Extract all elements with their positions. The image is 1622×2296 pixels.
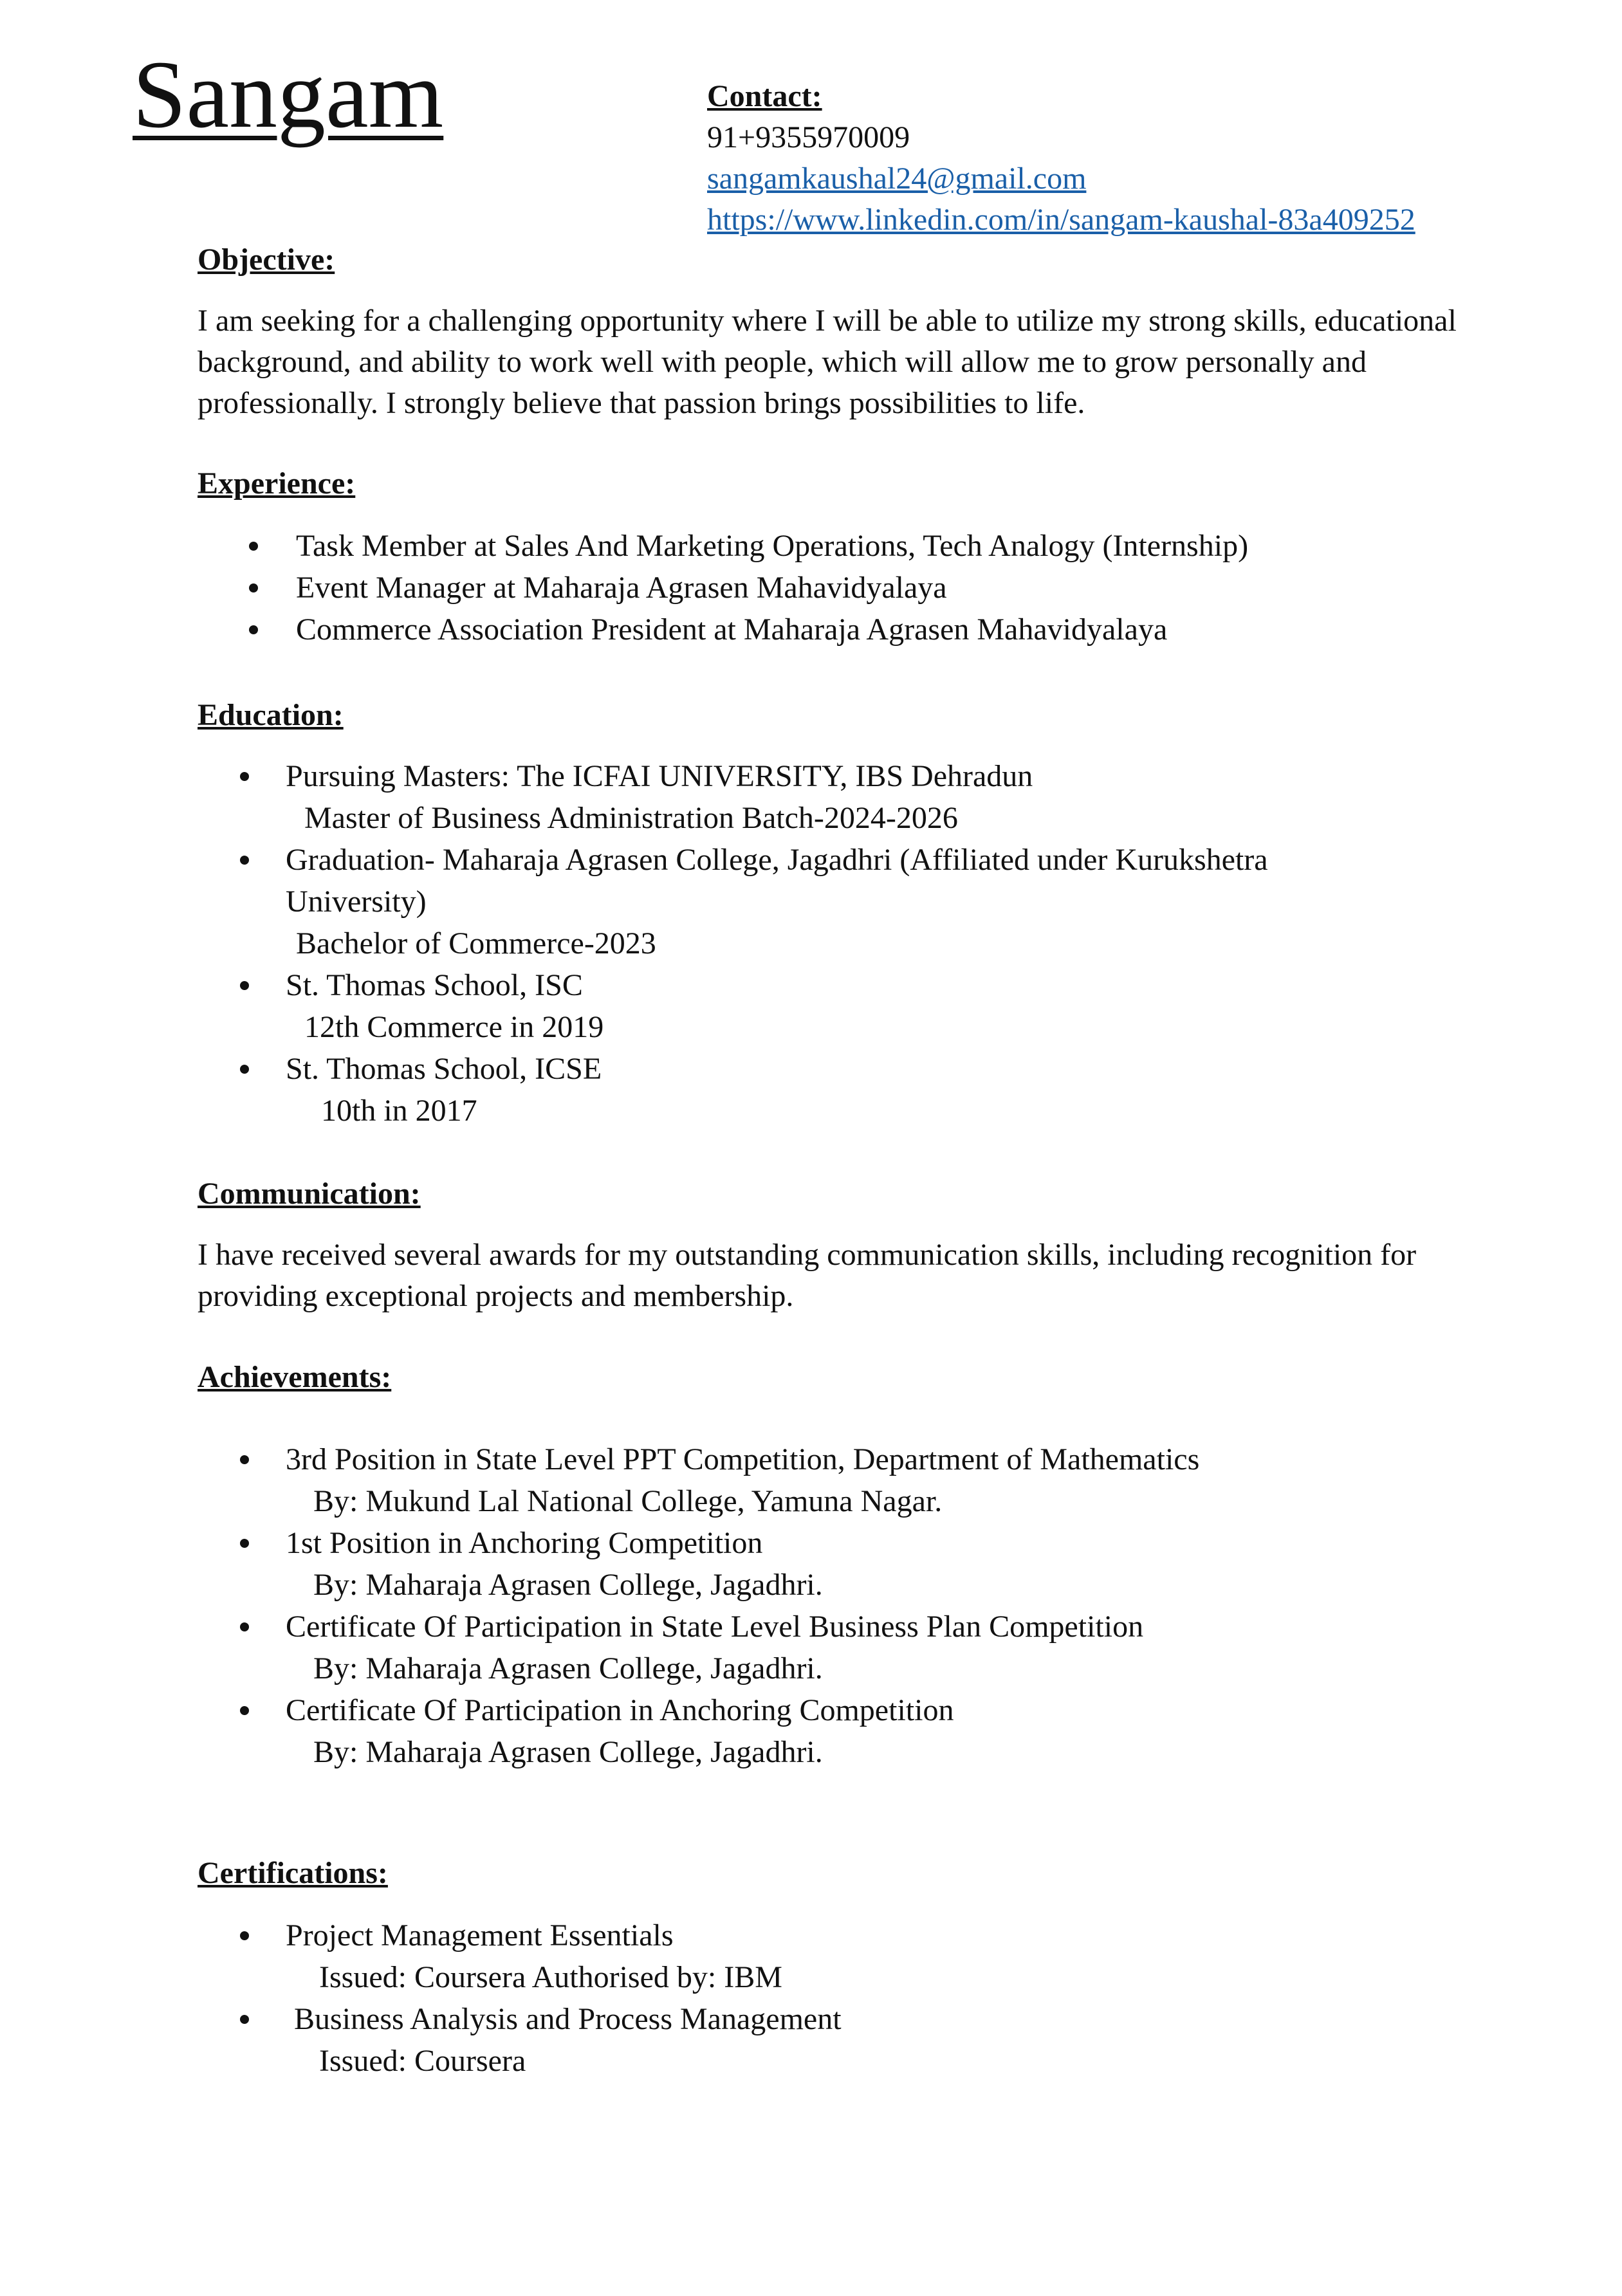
education-list	[198, 755, 1268, 1132]
list-item	[198, 609, 1248, 650]
experience-item: Commerce Association President at Maharaja Agrasen Mahavidyalaya	[296, 612, 1168, 647]
education-title: Pursuing Masters: The ICFAI UNIVERSITY, IBS Dehradun	[286, 759, 1033, 793]
bullet-icon	[249, 583, 258, 592]
education-detail: 10th in 2017	[321, 1094, 477, 1128]
list-item	[198, 525, 1248, 567]
experience-item: Task Member at Sales And Marketing Operations, Tech Analogy (Internship)	[296, 529, 1249, 563]
achievement-detail: By: Mukund Lal National College, Yamuna Nagar.	[313, 1484, 943, 1518]
list-item	[198, 755, 1268, 839]
bullet-icon	[240, 1455, 249, 1464]
education-detail: Bachelor of Commerce-2023	[296, 926, 656, 960]
candidate-name: Sangam	[133, 41, 444, 148]
bullet-icon	[240, 1622, 249, 1631]
contact-email-link[interactable]: sangamkaushal24@gmail.com	[707, 161, 1087, 196]
achievement-detail: By: Maharaja Agrasen College, Jagadhri.	[313, 1651, 823, 1685]
education-detail: 12th Commerce in 2019	[304, 1010, 604, 1044]
bullet-icon	[240, 1706, 249, 1715]
experience-list	[198, 525, 1248, 650]
achievements-heading: Achievements:	[198, 1360, 392, 1394]
achievement-title: Certificate Of Participation in State Level Business Plan Competition	[286, 1610, 1144, 1644]
certifications-list	[198, 1915, 842, 2082]
list-item	[198, 1689, 1199, 1773]
education-title: Graduation- Maharaja Agrasen College, Jagadhri (Affiliated under Kurukshetra	[286, 843, 1268, 877]
achievements-list	[198, 1438, 1199, 1773]
experience-heading: Experience:	[198, 466, 356, 501]
list-item	[198, 964, 1268, 1048]
experience-item: Event Manager at Maharaja Agrasen Mahavidyalaya	[296, 571, 947, 605]
list-item	[198, 1606, 1199, 1689]
list-item	[198, 567, 1248, 609]
list-item	[198, 1438, 1199, 1522]
bullet-icon	[249, 625, 258, 634]
education-detail: Master of Business Administration Batch-2024-2026	[304, 801, 958, 835]
bullet-icon	[240, 981, 249, 990]
list-item	[198, 1998, 842, 2082]
bullet-icon	[249, 542, 258, 551]
bullet-icon	[240, 1539, 249, 1548]
certification-title: Project Management Essentials	[286, 1918, 674, 1952]
list-item	[198, 839, 1268, 964]
education-title: St. Thomas School, ISC	[286, 968, 583, 1002]
achievement-detail: By: Maharaja Agrasen College, Jagadhri.	[313, 1568, 823, 1602]
contact-block	[707, 76, 1415, 241]
certification-detail: Issued: Coursera	[319, 2044, 526, 2078]
education-title: St. Thomas School, ICSE	[286, 1052, 602, 1086]
contact-linkedin-link[interactable]: https://www.linkedin.com/in/sangam-kaushal-83a409252	[707, 203, 1415, 237]
list-item	[198, 1522, 1199, 1606]
achievement-detail: By: Maharaja Agrasen College, Jagadhri.	[313, 1735, 823, 1769]
bullet-icon	[240, 2015, 249, 2024]
bullet-icon	[240, 1931, 249, 1940]
contact-phone: 91+9355970009	[707, 120, 910, 154]
certification-detail: Issued: Coursera Authorised by: IBM	[319, 1960, 782, 1994]
bullet-icon	[240, 772, 249, 781]
achievement-title: 1st Position in Anchoring Competition	[286, 1526, 763, 1560]
certification-title: Business Analysis and Process Management	[294, 2002, 842, 2036]
communication-text: I have received several awards for my outstanding communication skills, including recognition for providing exceptional projects and membership.	[198, 1238, 1417, 1313]
list-item	[198, 1048, 1268, 1132]
objective-text: I am seeking for a challenging opportunity where I will be able to utilize my strong skills, educational background, and ability to work well with people, which will allow me to grow personally and professionally. I strongly believe that passion brings possibilities to life.	[198, 304, 1457, 420]
education-title-continued: University)	[286, 885, 427, 919]
achievement-title: 3rd Position in State Level PPT Competition, Department of Mathematics	[286, 1442, 1200, 1476]
bullet-icon	[240, 856, 249, 865]
list-item	[198, 1915, 842, 1998]
education-heading: Education:	[198, 698, 344, 732]
achievement-title: Certificate Of Participation in Anchoring Competition	[286, 1693, 954, 1727]
contact-label: Contact:	[707, 79, 822, 113]
certifications-heading: Certifications:	[198, 1856, 388, 1890]
objective-heading: Objective:	[198, 243, 335, 277]
communication-heading: Communication:	[198, 1177, 421, 1211]
bullet-icon	[240, 1065, 249, 1074]
